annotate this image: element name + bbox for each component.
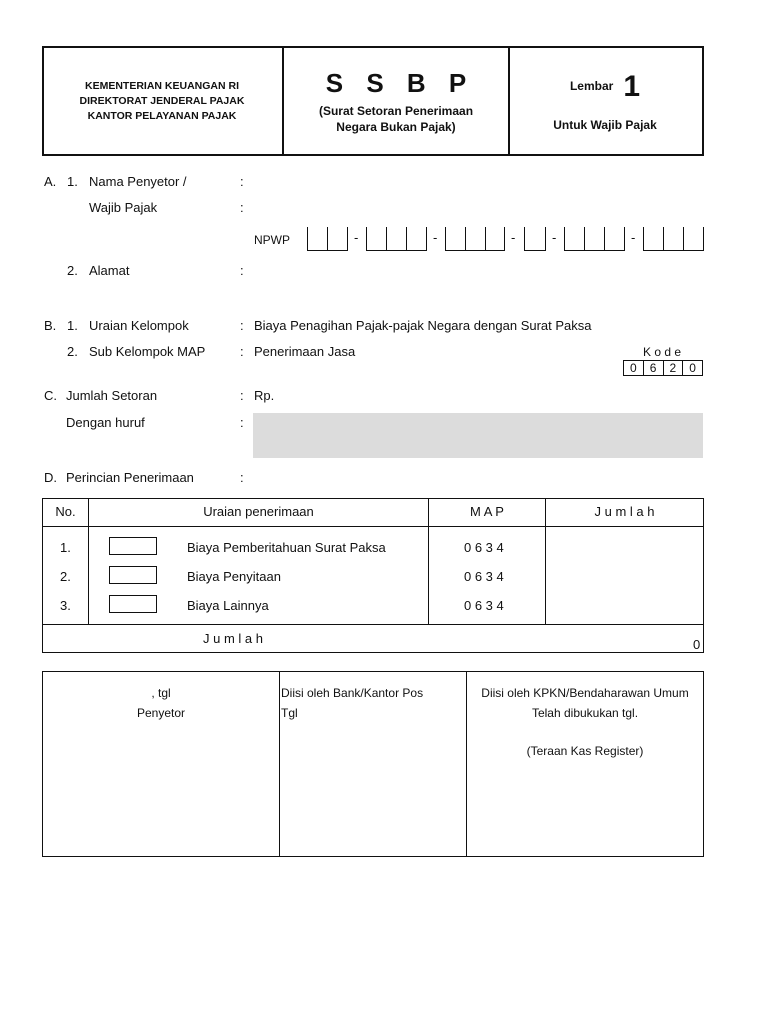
dengan-huruf-label: Dengan huruf — [66, 415, 145, 430]
title-block — [282, 48, 510, 154]
row-no: 1. — [60, 540, 71, 555]
colon: : — [240, 174, 244, 189]
npwp-group-6[interactable] — [643, 227, 704, 251]
section-a-item1-num: 1. — [67, 174, 78, 189]
colon: : — [240, 470, 244, 485]
row-uraian: Biaya Penyitaan — [187, 569, 281, 584]
npwp-group-2[interactable] — [366, 227, 427, 251]
row-map: 0 6 3 4 — [464, 598, 504, 613]
penyetor-label: Penyetor — [136, 706, 186, 720]
npwp-dash: - — [511, 230, 516, 245]
sub-kelompok-map-label: Sub Kelompok MAP — [89, 344, 206, 359]
column-header-uraian: Uraian penerimaan — [203, 504, 314, 519]
form-title: S S B P — [325, 67, 475, 98]
sub-kelompok-map-value: Penerimaan Jasa — [254, 344, 356, 359]
bank-block — [281, 683, 423, 723]
total-label: J u m l a h — [203, 631, 263, 646]
npwp-group-3[interactable] — [445, 227, 505, 251]
kode-digit: 6 — [644, 361, 664, 375]
kode-label: K o d e — [643, 345, 682, 359]
penyetor-tgl: , tgl — [151, 686, 171, 700]
wajib-pajak-label: Wajib Pajak — [89, 200, 158, 215]
jumlah-setoran-value: Rp. — [254, 388, 275, 403]
row-uraian: Biaya Pemberitahuan Surat Paksa — [187, 540, 386, 555]
kode-digit: 0 — [624, 361, 644, 375]
colon: : — [240, 200, 244, 215]
row-map: 0 6 3 4 — [464, 569, 504, 584]
form-subtitle-1: (Surat Setoran Penerimaan — [318, 103, 474, 118]
kode-digit: 2 — [664, 361, 684, 375]
org-line-2: DIREKTORAT JENDERAL PAJAK — [79, 94, 245, 107]
uraian-kelompok-value: Biaya Penagihan Pajak-pajak Negara dengan Surat Paksa — [254, 318, 592, 333]
row-no: 3. — [60, 598, 71, 613]
section-b-item2-num: 2. — [67, 344, 78, 359]
npwp-group-5[interactable] — [564, 227, 625, 251]
npwp-group-1[interactable] — [307, 227, 348, 251]
section-d-letter: D. — [44, 470, 57, 485]
total-value: 0 — [693, 637, 701, 652]
section-b-item1-num: 1. — [67, 318, 78, 333]
npwp-group-4[interactable] — [524, 227, 546, 251]
penyetor-block — [43, 683, 279, 723]
organization-block — [44, 48, 280, 154]
org-line-3: KANTOR PELAYANAN PAJAK — [87, 109, 237, 122]
dengan-huruf-field[interactable] — [253, 413, 703, 458]
bank-label: Diisi oleh Bank/Kantor Pos — [281, 686, 424, 700]
section-a-item2-num: 2. — [67, 263, 78, 278]
row-checkbox[interactable] — [109, 537, 157, 555]
signature-box — [42, 671, 704, 857]
row-no: 2. — [60, 569, 71, 584]
perincian-table — [42, 498, 704, 653]
lembar-number: 1 — [623, 70, 641, 103]
uraian-kelompok-label: Uraian Kelompok — [89, 318, 189, 333]
colon: : — [240, 415, 244, 430]
colon: : — [240, 263, 244, 278]
section-b-letter: B. — [44, 318, 57, 333]
section-a-letter: A. — [44, 174, 57, 189]
npwp-label: NPWP — [254, 233, 290, 247]
alamat-label: Alamat — [89, 263, 130, 278]
nama-penyetor-label: Nama Penyetor / — [89, 174, 187, 189]
lembar-for: Untuk Wajib Pajak — [553, 118, 657, 132]
npwp-dash: - — [354, 230, 359, 245]
perincian-penerimaan-label: Perincian Penerimaan — [66, 470, 194, 485]
column-header-map: M A P — [470, 504, 504, 519]
lembar-block — [508, 48, 702, 154]
bank-tgl: Tgl — [281, 706, 298, 720]
form-header — [42, 46, 704, 156]
form-subtitle-2: Negara Bukan Pajak) — [336, 119, 456, 134]
column-header-no: No. — [55, 504, 76, 519]
section-c-letter: C. — [44, 388, 57, 403]
npwp-dash: - — [631, 230, 636, 245]
colon: : — [240, 318, 244, 333]
row-checkbox[interactable] — [109, 566, 157, 584]
kode-box — [623, 360, 703, 376]
row-checkbox[interactable] — [109, 595, 157, 613]
row-map: 0 6 3 4 — [464, 540, 504, 555]
kode-digit: 0 — [689, 361, 696, 375]
column-header-jumlah: J u m l a h — [594, 504, 655, 519]
colon: : — [240, 344, 244, 359]
jumlah-setoran-label: Jumlah Setoran — [66, 388, 158, 403]
npwp-dash: - — [433, 230, 438, 245]
npwp-dash: - — [552, 230, 557, 245]
kpkn-teraan: (Teraan Kas Register) — [526, 744, 644, 758]
row-uraian: Biaya Lainnya — [187, 598, 269, 613]
org-line-1: KEMENTERIAN KEUANGAN RI — [84, 79, 239, 92]
kpkn-dibukukan: Telah dibukukan tgl. — [531, 706, 639, 720]
colon: : — [240, 388, 244, 403]
kpkn-block — [467, 683, 703, 761]
lembar-label: Lembar — [569, 79, 614, 93]
kpkn-label: Diisi oleh KPKN/Bendaharawan Umum — [481, 686, 689, 700]
